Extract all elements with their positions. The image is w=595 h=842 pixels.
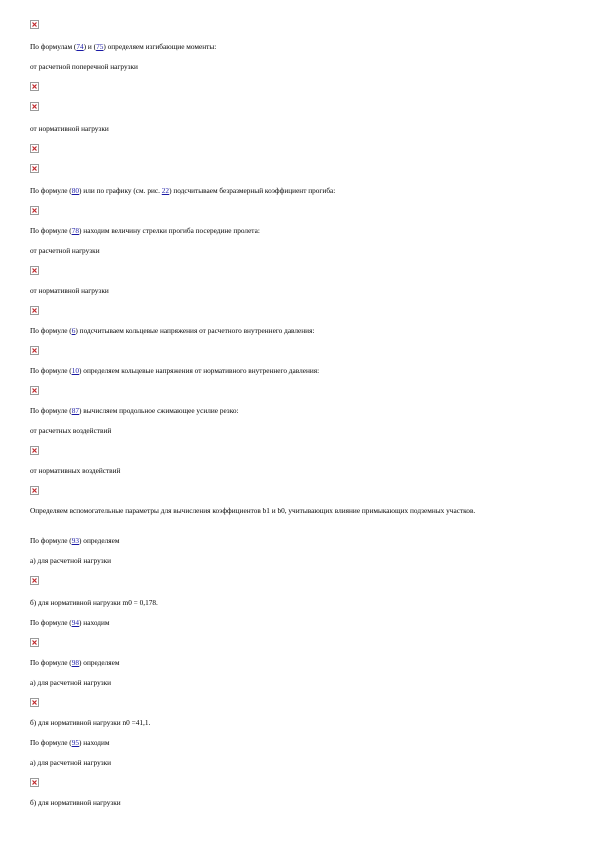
paragraph-text: По формуле ( [30, 326, 72, 335]
broken-image-icon [30, 82, 39, 91]
broken-image-icon [30, 144, 39, 153]
paragraph-text: ) находим [79, 618, 110, 627]
paragraph-text: б) для нормативной нагрузки m0 = 0,178. [30, 598, 158, 607]
paragraph-text: ) или по графику (см. рис. [79, 186, 162, 195]
paragraph [30, 798, 555, 808]
broken-image-icon [30, 486, 39, 495]
formula-link[interactable]: 78 [71, 226, 80, 235]
paragraph [30, 246, 555, 256]
paragraph-text: от расчетной нагрузки [30, 246, 100, 255]
broken-image-icon [30, 266, 39, 275]
paragraph-text: ) определяем [79, 658, 120, 667]
broken-image-icon [30, 164, 39, 173]
formula-link[interactable]: 75 [96, 42, 104, 51]
paragraph-text: от нормативной нагрузки [30, 124, 109, 133]
formula-link[interactable]: 98 [71, 658, 80, 667]
broken-image-icon [30, 346, 39, 355]
paragraph-text: от расчетной поперечной нагрузки [30, 62, 138, 71]
paragraph-text: По формуле ( [30, 618, 72, 627]
paragraph [30, 326, 555, 336]
paragraph-text: б) для нормативной нагрузки [30, 798, 121, 807]
paragraph-text: ) подсчитываем кольцевые напряжения от расчетного внутреннего давления: [75, 326, 315, 335]
formula-link[interactable]: 93 [71, 536, 80, 545]
formula-link[interactable]: 94 [71, 618, 80, 627]
formula-link[interactable]: 22 [161, 186, 170, 195]
broken-image-icon [30, 386, 39, 395]
formula-link[interactable]: 80 [71, 186, 80, 195]
formula-link[interactable]: 10 [71, 366, 80, 375]
paragraph [30, 758, 555, 768]
paragraph [30, 406, 555, 416]
paragraph-text: ) находим [79, 738, 110, 747]
paragraph [30, 506, 555, 516]
paragraph [30, 618, 555, 628]
paragraph [30, 124, 555, 134]
paragraph [30, 738, 555, 748]
paragraph-text: б) для нормативной нагрузки n0 =41,1. [30, 718, 151, 727]
paragraph [30, 718, 555, 728]
paragraph [30, 678, 555, 688]
broken-image-icon [30, 698, 39, 707]
paragraph [30, 286, 555, 296]
paragraph [30, 62, 555, 72]
paragraph-text: По формуле ( [30, 536, 72, 545]
paragraph [30, 366, 555, 376]
paragraph-text: По формуле ( [30, 366, 72, 375]
paragraph-text: По формуле ( [30, 186, 72, 195]
paragraph-text: Определяем вспомогательные параметры для вычисления коэффициентов b1 и b0, учитывающих влияние примыкающих подземных участков. [30, 506, 476, 515]
paragraph-text: а) для расчетной нагрузки [30, 758, 112, 767]
paragraph [30, 658, 555, 668]
paragraph [30, 466, 555, 476]
broken-image-icon [30, 638, 39, 647]
paragraph-text: ) вычисляем продольное сжимающее усилие резко: [79, 406, 239, 415]
formula-link[interactable]: 6 [71, 326, 76, 335]
paragraph-text: ) определяем кольцевые напряжения от нормативного внутреннего давления: [79, 366, 320, 375]
paragraph-text: ) определяем изгибающие моменты: [103, 42, 217, 51]
broken-image-icon [30, 206, 39, 215]
paragraph-text: ) определяем [79, 536, 120, 545]
paragraph-text: а) для расчетной нагрузки [30, 678, 112, 687]
broken-image-icon [30, 446, 39, 455]
broken-image-icon [30, 306, 39, 315]
formula-link[interactable]: 74 [76, 42, 84, 51]
paragraph-text: ) и ( [83, 42, 97, 51]
paragraph-text: ) подсчитываем безразмерный коэффициент прогиба: [169, 186, 336, 195]
paragraph-text: от нормативных воздействий [30, 466, 121, 475]
formula-link[interactable]: 87 [71, 406, 80, 415]
broken-image-icon [30, 576, 39, 585]
broken-image-icon [30, 20, 39, 29]
broken-image-icon [30, 102, 39, 111]
paragraph-text: от расчетных воздействий [30, 426, 112, 435]
paragraph-text: По формуле ( [30, 738, 72, 747]
paragraph [30, 556, 555, 566]
paragraph [30, 536, 555, 546]
paragraph-text: ) находим величину стрелки прогиба посередине пролета: [79, 226, 260, 235]
paragraph-text: По формуле ( [30, 406, 72, 415]
paragraph [30, 598, 555, 608]
paragraph-text: По формулам ( [30, 42, 77, 51]
paragraph [30, 426, 555, 436]
paragraph [30, 226, 555, 236]
paragraph-text: а) для расчетной нагрузки [30, 556, 112, 565]
paragraph [30, 42, 555, 52]
broken-image-icon [30, 778, 39, 787]
paragraph-text: По формуле ( [30, 658, 72, 667]
paragraph-text: от нормативной нагрузки [30, 286, 109, 295]
formula-link[interactable]: 95 [71, 738, 80, 747]
paragraph [30, 186, 555, 196]
paragraph-text: По формуле ( [30, 226, 72, 235]
